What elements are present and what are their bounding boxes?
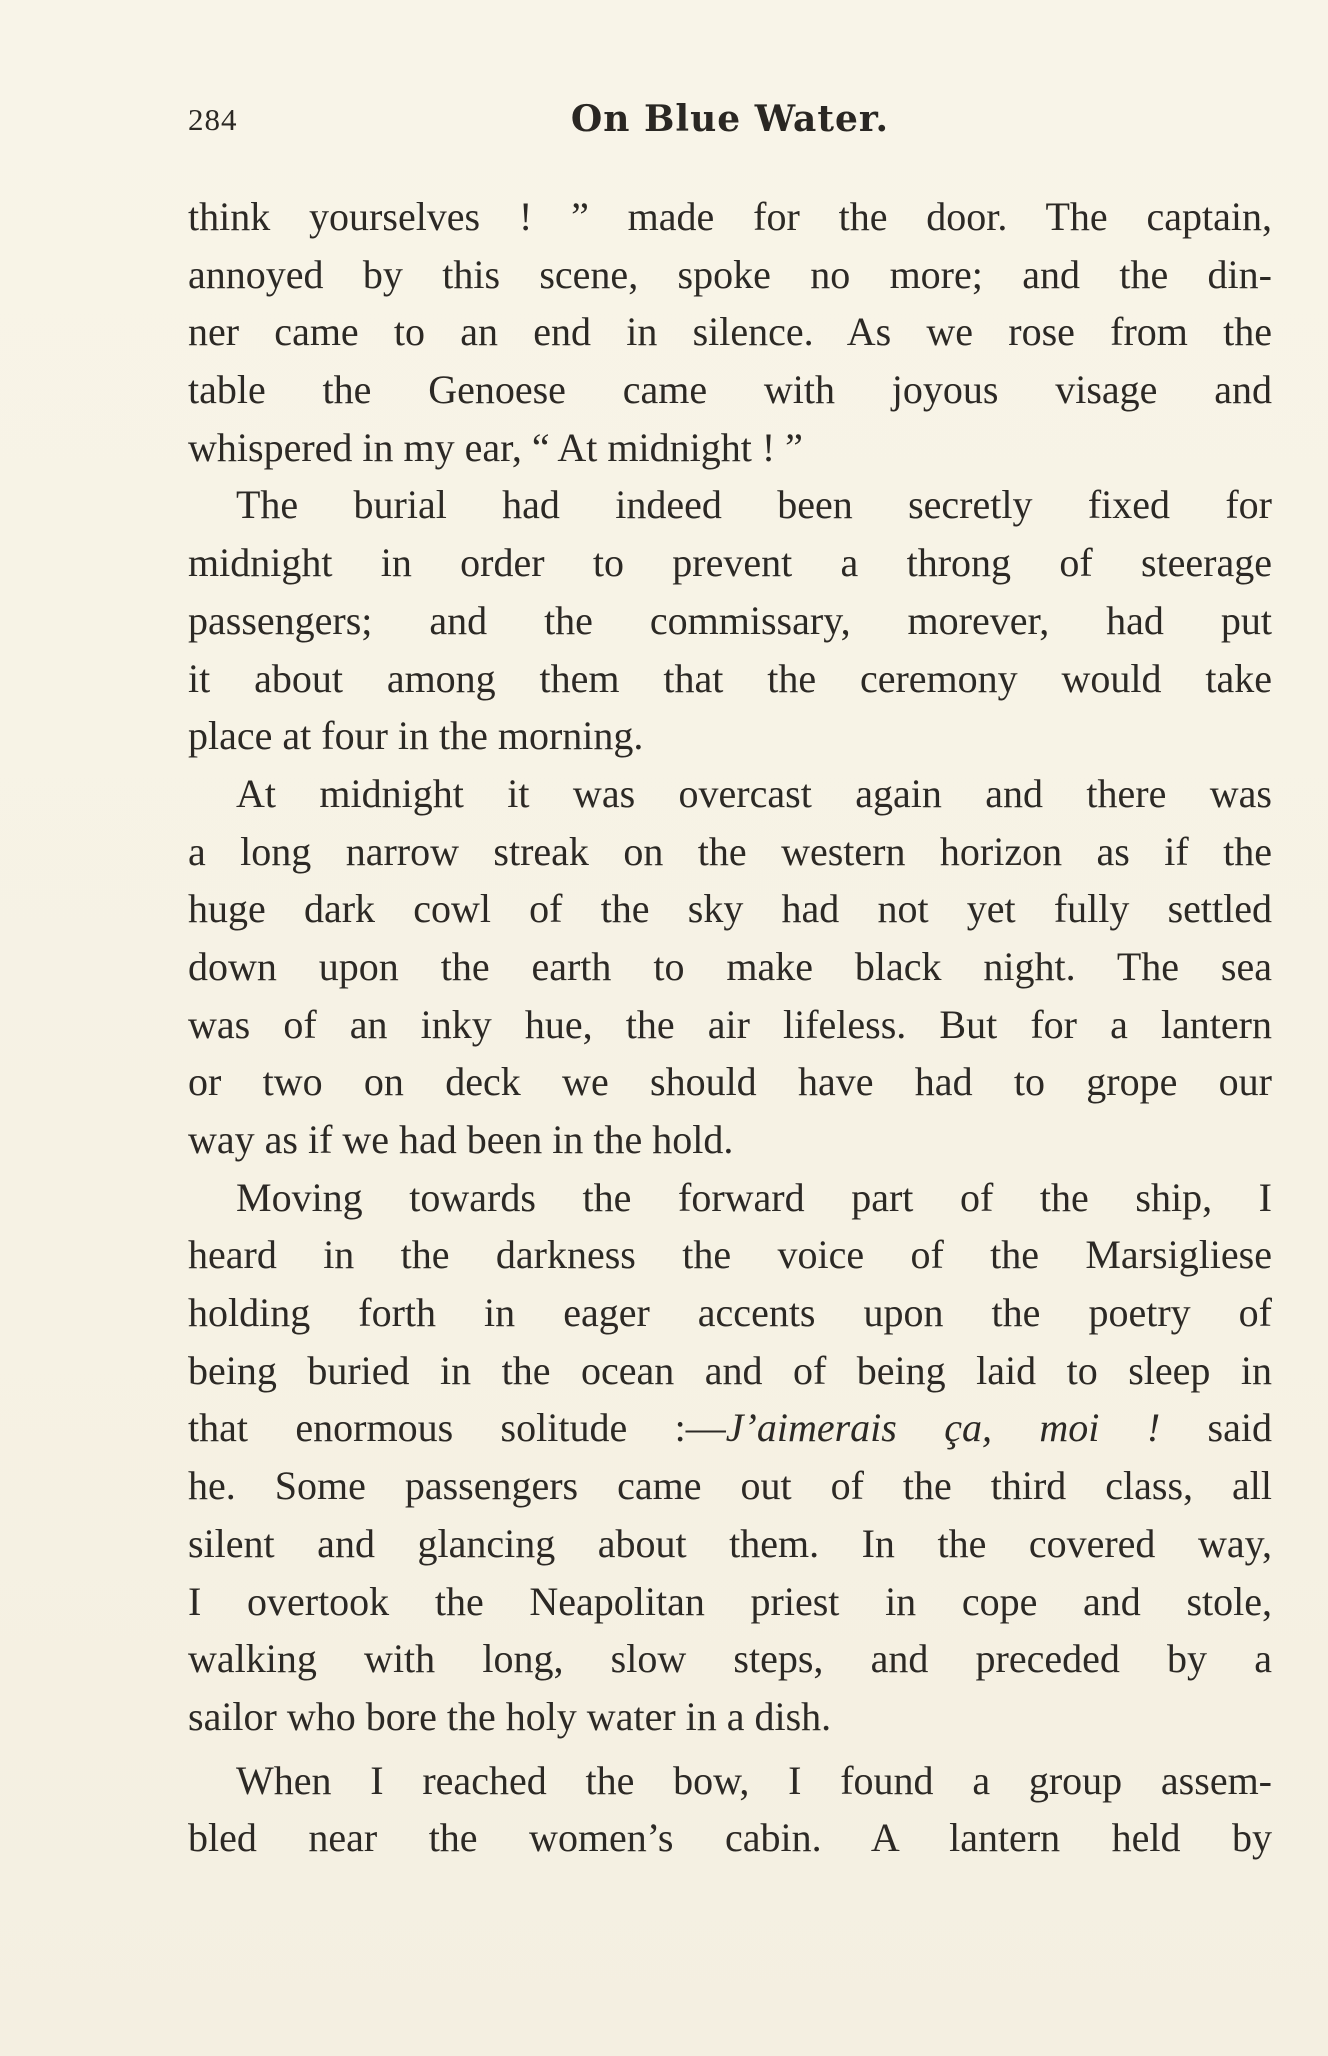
text-line: holding forth in eager accents upon the poetry of — [188, 1290, 1272, 1336]
running-head: On Blue Water. — [570, 98, 890, 140]
text-line: or two on deck we should have had to grope our — [188, 1059, 1272, 1105]
text-segment: that enormous solitude :— — [188, 1405, 726, 1451]
text-line: way as if we had been in the hold. — [188, 1117, 734, 1162]
text-line: place at four in the morning. — [188, 713, 644, 759]
paragraph-first-line: The burial had indeed been secretly fixed for — [236, 482, 1272, 528]
text-line: whispered in my ear, “ At midnight ! ” — [188, 424, 803, 470]
italic-quote: J’aimerais ça, moi ! — [725, 1405, 1161, 1451]
text-line: think yourselves ! ” made for the door. The captain, — [188, 194, 1272, 239]
text-line: he. Some passengers came out of the third class, all — [188, 1463, 1272, 1509]
text-line: annoyed by this scene, spoke no more; and the din- — [188, 251, 1272, 297]
paragraph-first-line: When I reached the bow, I found a group assem- — [236, 1757, 1272, 1803]
text-line: I overtook the Neapolitan priest in cope and stole, — [188, 1578, 1272, 1624]
text-line: a long narrow streak on the western horizon as if the — [188, 828, 1272, 874]
text-line: ner came to an end in silence. As we rose from the — [188, 309, 1272, 355]
text-line: midnight in order to prevent a throng of steerage — [188, 540, 1272, 586]
text-line: passengers; and the commissary, morever, had put — [188, 597, 1272, 643]
text-line: table the Genoese came with joyous visage and — [188, 367, 1272, 413]
text-line: walking with long, slow steps, and preceded by a — [188, 1636, 1272, 1682]
text-line: was of an inky hue, the air lifeless. But for a lantern — [188, 1001, 1272, 1047]
body-text — [188, 188, 1272, 1867]
page-number: 284 — [188, 102, 238, 137]
text-line: sailor who bore the holy water in a dish. — [188, 1693, 832, 1739]
text-line: silent and glancing about them. In the covered way, — [188, 1520, 1272, 1566]
page-header — [188, 98, 1272, 154]
text-line: bled near the women’s cabin. A lantern held by — [188, 1815, 1272, 1861]
paragraph-first-line: Moving towards the forward part of the ship, I — [236, 1174, 1272, 1220]
text-line: heard in the darkness the voice of the Marsigliese — [188, 1232, 1272, 1278]
text-line-with-italic — [188, 1399, 1272, 1457]
paragraph-first-line: At midnight it was overcast again and there was — [236, 770, 1272, 816]
text-segment: said — [1160, 1405, 1272, 1451]
text-line: being buried in the ocean and of being laid to sleep in — [188, 1347, 1272, 1393]
text-line: down upon the earth to make black night. The sea — [188, 943, 1272, 989]
text-line: huge dark cowl of the sky had not yet fully settled — [188, 886, 1272, 932]
text-line: it about among them that the ceremony would take — [188, 655, 1272, 701]
